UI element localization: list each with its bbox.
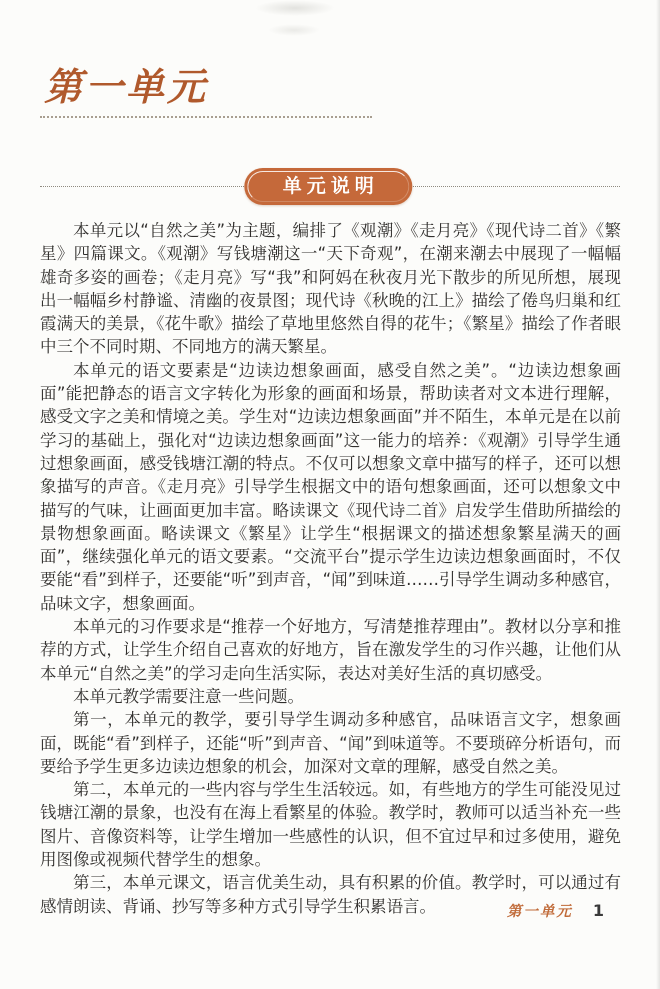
- section-badge: [244, 168, 412, 205]
- footer-unit-label: 第一单元: [506, 903, 573, 920]
- scan-smudge: [255, 0, 335, 16]
- section-badge-label: 单元说明: [282, 175, 379, 197]
- body-paragraph: 本单元以“自然之美”为主题，编排了《观潮》《走月亮》《现代诗二首》《繁星》四篇课文。《观潮》写钱塘潮这一“天下奇观”，在潮来潮去中展现了一幅幅雄奇多姿的画卷；《走月亮》写“我”和阿妈在秋夜月光下散步的所见所想，展现出一幅幅乡村静谧、清幽的夜景图；现代诗《秋晚的江上》描绘了倦鸟归巢和红霞满天的美景，《花牛歌》描绘了草地里悠然自得的花牛；《繁星》描绘了作者眼中三个不同时期、不同地方的满天繁星。: [40, 221, 621, 357]
- body-paragraph: 第二，本单元的一些内容与学生生活较远。如，有些地方的学生可能没见过钱塘江潮的景象，也没有在海上看繁星的体验。教学时，教师可以适当补充一些图片、音像资料等，让学生增加一些感性的认识，但不宜过早和过多使用，避免用图像或视频代替学生的想象。: [40, 780, 621, 870]
- body-paragraph: 第一，本单元的教学，要引导学生调动多种感官，品味语言文字，想象画面，既能“看”到样子，还能“听”到声音、“闻”到味道等。不要琐碎分析语句，而要给予学生更多边读边想象的机会，加深对文章的理解，感受自然之美。: [40, 710, 621, 776]
- body-paragraph: 本单元的习作要求是“推荐一个好地方，写清楚推荐理由”。教材以分享和推荐的方式，让学生介绍自己喜欢的好地方，旨在激发学生的习作兴趣，让他们从本单元“自然之美”的学习走向生活实际，表达对美好生活的真切感受。: [40, 617, 621, 683]
- title-underline-rule: [40, 116, 372, 118]
- page-edge-shadow: [656, 0, 660, 989]
- body-text: [40, 219, 621, 918]
- body-paragraph: 本单元教学需要注意一些问题。: [73, 686, 304, 706]
- footer-page-number: 1: [592, 901, 604, 920]
- scan-smudge: [393, 905, 403, 908]
- unit-title: 第一单元: [44, 64, 209, 109]
- page-footer: [507, 900, 604, 921]
- body-paragraph: 本单元的语文要素是“边读边想象画面，感受自然之美”。“边读边想象画面”能把静态的语言文字转化为形象的画面和场景，帮助读者对文本进行理解，感受文字之美和情境之美。学生对“边读边想象画面”并不陌生，本单元是在以前学习的基础上，强化对“边读边想象画面”这一能力的培养：《观潮》引导学生通过想象画面，感受钱塘江潮的特点。不仅可以想象文章中描写的样子，还可以想象描写的声音。《走月亮》引导学生根据文中的语句想象画面，还可以想象文中描写的气味，让画面更加丰富。略读课文《现代诗二首》启发学生借助所描绘的景物想象画面。略读课文《繁星》让学生“根据课文的描述想象繁星满天的画面”，继续强化单元的语文要素。“交流平台”提示学生边读边想象画面时，不仅要能“看”到样子，还要能“听”到声音，“闻”到味道……引导学生调动多种感官，品味文字，想象画面。: [40, 360, 621, 613]
- scan-smudge: [268, 24, 320, 36]
- body-paragraph: 第三，本单元课文，语言优美生动，具有积累的价值。教学时，可以通过有感情朗读、背诵、抄写等多种方式引导学生积累语言。: [40, 873, 621, 916]
